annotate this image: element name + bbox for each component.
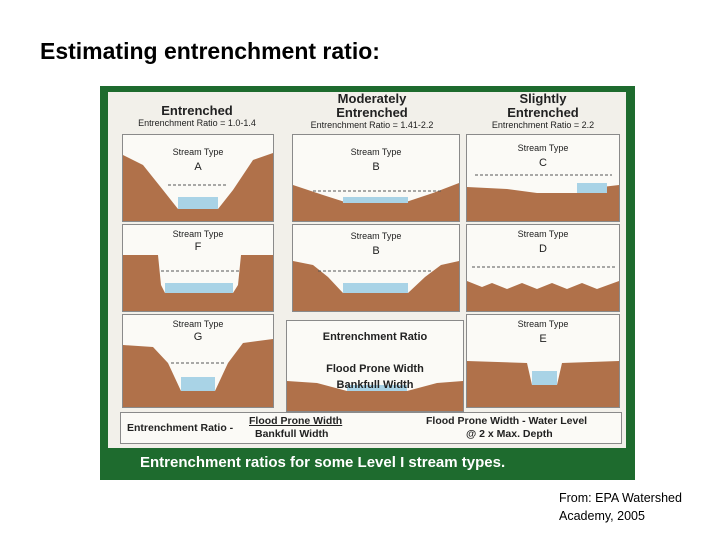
panel-stream-type-a bbox=[122, 134, 274, 222]
column-title-2: Entrenched bbox=[336, 105, 408, 120]
stream-type-label: Stream Type bbox=[517, 319, 569, 329]
stream-type-label: Stream Type bbox=[517, 229, 569, 239]
stream-type-letter: G bbox=[193, 331, 203, 343]
entrenchment-figure bbox=[100, 86, 635, 480]
column-title: Slightly bbox=[519, 91, 567, 106]
panel-stream-type-c bbox=[466, 134, 620, 222]
legend-title: Entrenchment Ratio bbox=[322, 331, 428, 343]
column-header-entrenched bbox=[122, 104, 272, 129]
stream-type-letter: C bbox=[539, 157, 547, 169]
legend-denominator: Bankfull Width bbox=[336, 379, 414, 391]
stream-type-label: Stream Type bbox=[517, 143, 569, 153]
column-ratio: Entrenchment Ratio = 1.0-1.4 bbox=[138, 118, 256, 128]
figure-caption: Entrenchment ratios for some Level I stream types. bbox=[140, 454, 506, 471]
stream-type-label: Stream Type bbox=[350, 231, 402, 241]
stream-type-letter: E bbox=[539, 333, 547, 345]
source-credit bbox=[559, 489, 709, 525]
credit-line-1: From: EPA Watershed bbox=[559, 491, 682, 505]
stream-type-label: Stream Type bbox=[172, 229, 224, 239]
stream-type-label: Stream Type bbox=[172, 319, 224, 329]
column-header-moderately bbox=[292, 92, 452, 131]
stream-type-letter: B bbox=[372, 245, 380, 257]
legend-numerator: Flood Prone Width bbox=[326, 363, 424, 375]
formula-note-1: Flood Prone Width - Water Level bbox=[426, 415, 588, 427]
credit-line-2: Academy, 2005 bbox=[559, 509, 645, 523]
panel-stream-type-g bbox=[122, 314, 274, 408]
column-ratio: Entrenchment Ratio = 1.41-2.2 bbox=[310, 120, 434, 130]
formula-numerator: Flood Prone Width bbox=[249, 415, 343, 427]
formula-note-2: @ 2 x Max. Depth bbox=[466, 428, 553, 440]
stream-type-letter: A bbox=[194, 161, 202, 173]
formula-denominator: Bankfull Width bbox=[255, 428, 329, 440]
formula-row bbox=[120, 412, 622, 444]
column-ratio: Entrenchment Ratio = 2.2 bbox=[491, 120, 595, 130]
stream-type-label: Stream Type bbox=[172, 147, 224, 157]
column-title: Moderately bbox=[337, 91, 407, 106]
stream-type-letter: F bbox=[194, 241, 202, 253]
panel-stream-type-e bbox=[466, 314, 620, 408]
stream-type-letter: B bbox=[372, 161, 380, 173]
panel-stream-type-b-top bbox=[292, 134, 460, 222]
formula-label: Entrenchment Ratio - bbox=[127, 422, 234, 434]
stream-type-letter: D bbox=[539, 243, 547, 255]
column-title-2: Entrenched bbox=[507, 105, 579, 120]
panel-stream-type-b-middle bbox=[292, 224, 460, 312]
panel-stream-type-f bbox=[122, 224, 274, 312]
stream-type-label: Stream Type bbox=[350, 147, 402, 157]
figure-panel-area bbox=[108, 92, 626, 448]
panel-stream-type-d bbox=[466, 224, 620, 312]
entrenchment-ratio-legend bbox=[286, 320, 464, 412]
column-header-slightly bbox=[468, 92, 618, 131]
column-title: Entrenched bbox=[161, 103, 233, 118]
slide-title: Estimating entrenchment ratio: bbox=[40, 38, 380, 64]
